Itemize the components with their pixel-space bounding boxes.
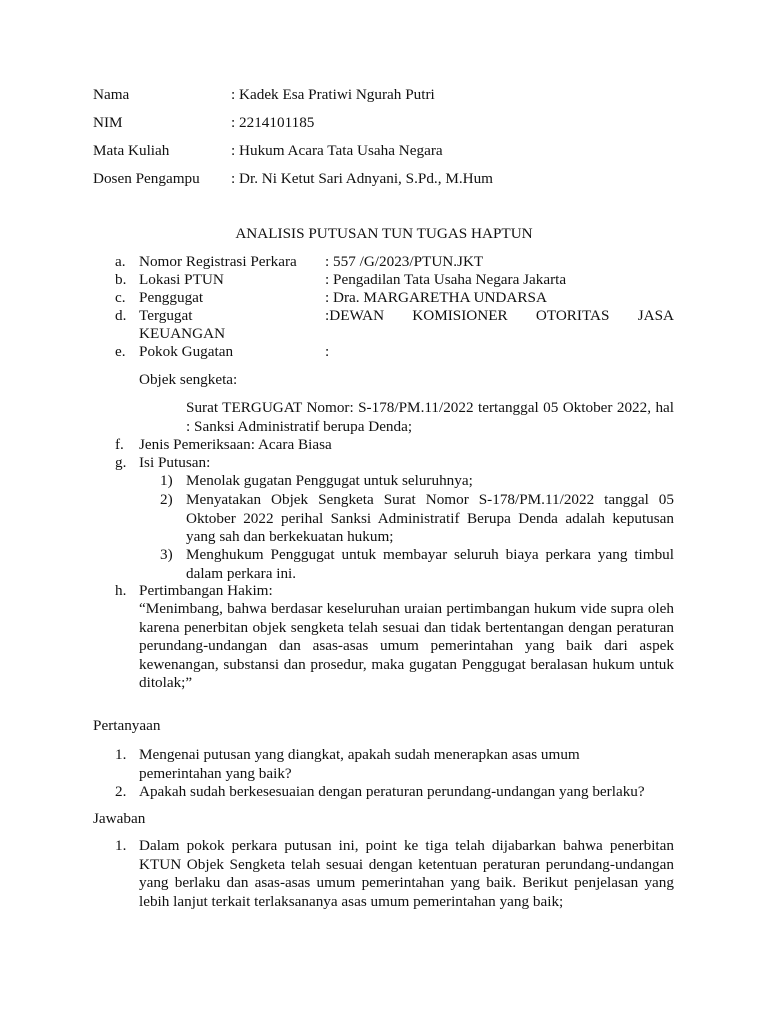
list-item-c xyxy=(0,289,768,308)
sublist-marker: 2) xyxy=(160,491,173,508)
item-value-tergugat-cont: KEUANGAN xyxy=(139,325,226,342)
list-marker: 1. xyxy=(115,837,127,854)
list-marker: f. xyxy=(115,436,124,453)
item-label: Pertimbangan Hakim: xyxy=(139,582,273,599)
course-value: : Hukum Acara Tata Usaha Negara xyxy=(231,142,443,159)
item-label: Pokok Gugatan xyxy=(139,343,234,360)
list-marker: g. xyxy=(115,454,127,471)
nim-label: NIM xyxy=(93,114,123,131)
answer-1: Dalam pokok perkara putusan ini, point ke tiga telah dijabarkan bahwa penerbitan KTUN Objek Sengketa telah sesuai dengan ketentuan peraturan perundang-undangan yang berlaku dan asas-asas umum pemerintahan yang baik. Berikut penjelasan yang lebih lanjut terkait terlaksananya asas umum pemerintahan yang baik; xyxy=(139,837,674,910)
list-marker: b. xyxy=(115,271,127,288)
verdict-item-1: Menolak gugatan Penggugat untuk seluruhnya; xyxy=(186,472,473,489)
list-item-h xyxy=(0,582,768,601)
list-marker: 1. xyxy=(115,746,127,763)
item-value-tergugat: :DEWAN KOMISIONER OTORITAS JASA xyxy=(325,307,674,324)
list-item-b xyxy=(0,271,768,290)
list-marker: c. xyxy=(115,289,126,306)
course-label: Mata Kuliah xyxy=(93,142,170,159)
item-label: Nomor Registrasi Perkara xyxy=(139,253,297,270)
item-label: Lokasi PTUN xyxy=(139,271,224,288)
list-item-f xyxy=(0,436,768,455)
item-label: Penggugat xyxy=(139,289,204,306)
list-item-g xyxy=(0,454,768,473)
list-item-a xyxy=(0,253,768,272)
item-label: Isi Putusan: xyxy=(139,454,211,471)
item-value: : xyxy=(325,343,330,360)
item-text: Jenis Pemeriksaan: Acara Biasa xyxy=(139,436,332,453)
list-item-e xyxy=(0,343,768,362)
nim-value: : 2214101185 xyxy=(231,114,315,131)
verdict-item-3: Menghukum Penggugat untuk membayar seluruh biaya perkara yang timbul dalam perkara ini. xyxy=(186,546,674,582)
item-label: Tergugat xyxy=(139,307,193,324)
name-label: Nama xyxy=(93,86,130,103)
list-marker: e. xyxy=(115,343,126,360)
questions-heading: Pertanyaan xyxy=(93,717,161,734)
lecturer-label: Dosen Pengampu xyxy=(93,170,200,187)
list-marker: d. xyxy=(115,307,127,324)
objek-sengketa-label: Objek sengketa: xyxy=(139,371,238,388)
list-marker: 2. xyxy=(115,783,127,800)
item-value: : Pengadilan Tata Usaha Negara Jakarta xyxy=(325,271,567,288)
sublist-marker: 3) xyxy=(160,546,173,563)
answers-heading: Jawaban xyxy=(93,810,146,827)
judge-consideration-quote: “Menimbang, bahwa berdasar keseluruhan uraian pertimbangan hukum vide supra oleh karena penerbitan objek sengketa telah sesuai dan tidak bertentangan dengan peraturan perundang-undangan dan asas-asas umum pemerintahan yang baik dari aspek kewenangan, substansi dan prosedur, maka gugatan Penggugat beralasan hukum untuk ditolak;” xyxy=(139,600,674,692)
question-2: Apakah sudah berkesesuaian dengan peraturan perundang-undangan yang berlaku? xyxy=(139,783,645,800)
question-1: Mengenai putusan yang diangkat, apakah sudah menerapkan asas umum pemerintahan yang baik? xyxy=(139,746,580,782)
lecturer-value: : Dr. Ni Ketut Sari Adnyani, S.Pd., M.Hum xyxy=(231,170,493,187)
item-value: : 557 /G/2023/PTUN.JKT xyxy=(325,253,484,270)
sublist-marker: 1) xyxy=(160,472,173,489)
document-title: ANALISIS PUTUSAN TUN TUGAS HAPTUN xyxy=(235,225,533,242)
verdict-item-2: Menyatakan Objek Sengketa Surat Nomor S-178/PM.11/2022 tanggal 05 Oktober 2022 perihal Sanksi Administratif Berupa Denda adalah keputusan yang sah dan berkekuatan hukum; xyxy=(186,491,674,546)
name-value: : Kadek Esa Pratiwi Ngurah Putri xyxy=(231,86,435,103)
list-marker: a. xyxy=(115,253,126,270)
objek-sengketa-text: Surat TERGUGAT Nomor: S-178/PM.11/2022 tertanggal 05 Oktober 2022, hal : Sanksi Administratif berupa Denda; xyxy=(186,399,674,435)
list-marker: h. xyxy=(115,582,127,599)
item-value: : Dra. MARGARETHA UNDARSA xyxy=(325,289,547,306)
